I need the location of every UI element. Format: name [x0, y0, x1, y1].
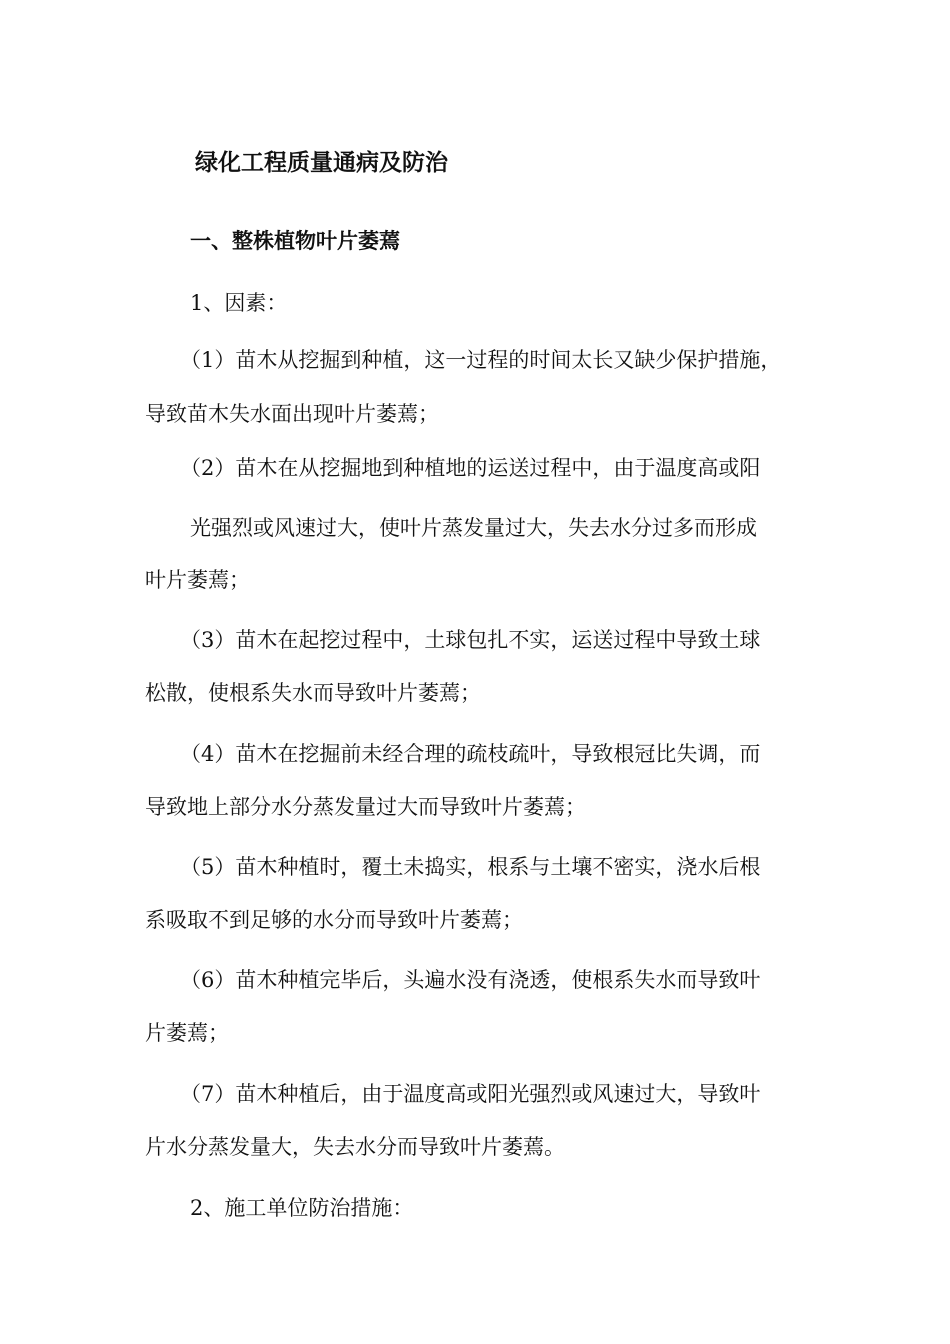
- paragraph-line: 松散，使根系失水而导致叶片萎蔫；: [145, 681, 481, 705]
- paragraph-line: （3）苗木在起挖过程中，土球包扎不实，运送过程中导致土球: [180, 628, 761, 652]
- paragraph-line: 叶片萎蔫；: [145, 568, 250, 592]
- paragraph-line: 导致地上部分水分蒸发量过大而导致叶片萎蔫；: [145, 795, 586, 819]
- paragraph-line: （4）苗木在挖掘前未经合理的疏枝疏叶，导致根冠比失调，而: [180, 742, 761, 766]
- subsection-label-causes: 1、因素：: [190, 291, 288, 315]
- paragraph-line: （6）苗木种植完毕后，头遍水没有浇透，使根系失水而导致叶: [180, 968, 761, 992]
- paragraph-line: （5）苗木种植时，覆土未捣实，根系与土壤不密实，浇水后根: [180, 855, 761, 879]
- document-title: 绿化工程质量通病及防治: [195, 150, 448, 176]
- paragraph-line: 光强烈或风速过大，使叶片蒸发量过大，失去水分过多而形成: [190, 516, 757, 540]
- paragraph-line: 导致苗木失水面出现叶片萎蔫；: [145, 402, 439, 426]
- subsection-label-measures: 2、施工单位防治措施：: [190, 1196, 414, 1220]
- paragraph-line: （1）苗木从挖掘到种植，这一过程的时间太长又缺少保护措施，: [180, 348, 782, 372]
- paragraph-line: （7）苗木种植后，由于温度高或阳光强烈或风速过大，导致叶: [180, 1082, 761, 1106]
- paragraph-line: （2）苗木在从挖掘地到种植地的运送过程中，由于温度高或阳: [180, 456, 761, 480]
- section-heading: 一、整株植物叶片萎蔫: [190, 229, 400, 253]
- paragraph-line: 片水分蒸发量大，失去水分而导致叶片萎蔫。: [145, 1135, 565, 1159]
- paragraph-line: 系吸取不到足够的水分而导致叶片萎蔫；: [145, 908, 523, 932]
- paragraph-line: 片萎蔫；: [145, 1021, 229, 1045]
